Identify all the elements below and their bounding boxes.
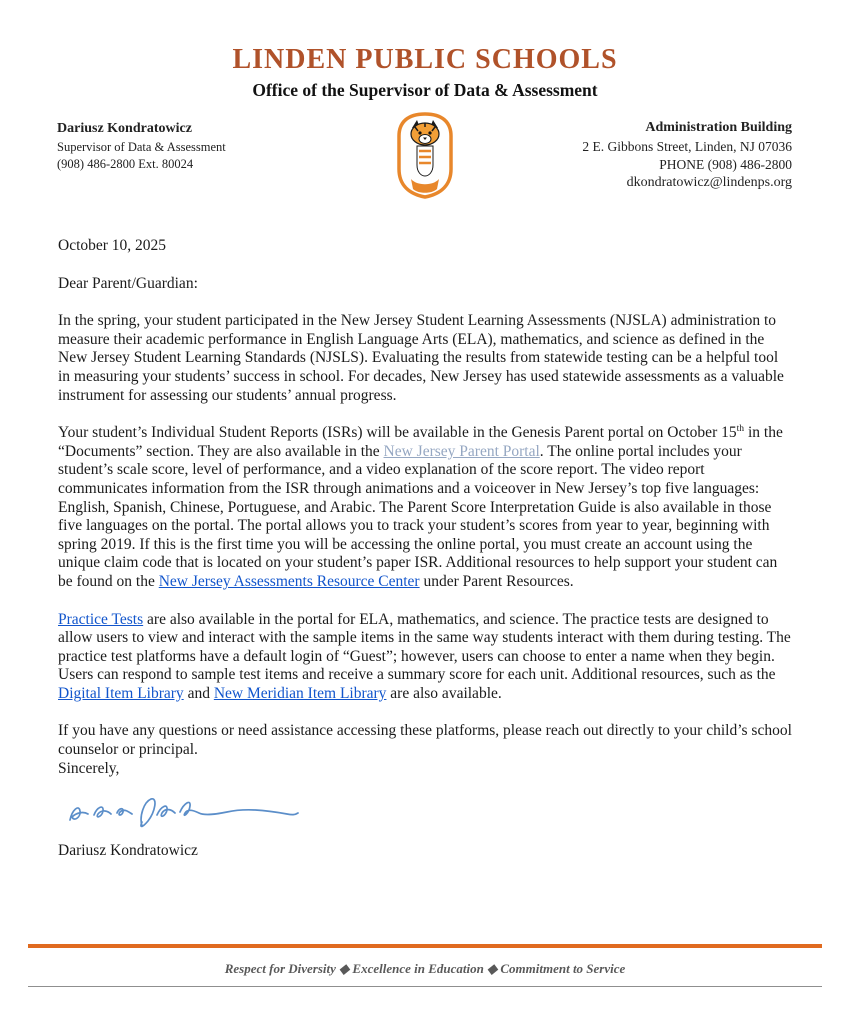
sender-block [57,119,226,174]
text-run: Your student’s Individual Student Reports (ISRs) will be available in the Genesis Parent portal on October 15 [58,424,737,442]
sincerely-line: Sincerely, [58,759,120,777]
text-run: In the spring, your student participated in the New Jersey Student Learning Assessments (NJSLA) administration to measure their academic performance in English Language Arts (ELA), mathematics, and science as defined in the New Jersey Student Learning Standards (NJSLS). Evaluating the results from statewide testing can be a helpful tool in measuring your students’ success in school. For decades, New Jersey has used statewide assessments as a valuable instrument for assessing our students’ annual progress. [58,312,784,404]
signer-name: Dariusz Kondratowicz [58,842,198,860]
handwritten-signature-icon [62,788,302,840]
link-new-meridian-item-library[interactable]: New Meridian Item Library [213,684,387,702]
admin-building: Administration Building [645,120,792,135]
office-title: Office of the Supervisor of Data & Assessment [252,80,598,100]
admin-email: dkondratowicz@lindenps.org [626,175,792,191]
text-run: If you have any questions or need assistance accessing these platforms, please reach out directly to your child’s school counselor or principal. [58,722,792,759]
letter-body [58,237,792,861]
text-run: are also available. [386,684,502,702]
link-new-jersey-parent-portal[interactable]: New Jersey Parent Portal [383,442,540,460]
school-name: LINDEN PUBLIC SCHOOLS [232,44,618,75]
signature-image [62,788,302,840]
text-run: are also available in the portal for ELA, mathematics, and science. The practice tests are designed to allow users to view and interact with the sample items in the same way students interact with them during testing. The practice test platforms have a default login of “Guest”; however, users can choose to enter a name when they begin. Users can respond to sample test items and receive a summary score for each unit. Additional resources, such as the [58,610,791,684]
school-logo [389,111,461,201]
text-run: in the “Documents” section. They are also available in the [58,424,783,460]
ordinal-superscript: th [736,423,745,434]
tiger-emblem-icon [389,111,461,201]
admin-phone: PHONE (908) 486-2800 [659,157,792,173]
date-line: October 10, 2025 [58,237,167,254]
paragraph-2 [58,424,792,591]
footer-bottom-rule [28,986,822,987]
paragraph-3 [58,611,792,704]
footer-rule [28,944,822,948]
contact-row [57,119,792,205]
paragraph-4 [58,722,792,759]
link-digital-item-library[interactable]: Digital Item Library [58,684,184,702]
sender-title: Supervisor of Data & Assessment [57,139,226,154]
footer-motto: Respect for Diversity ◆ Excellence in Education ◆ Commitment to Service [224,961,626,976]
letterhead [0,44,850,205]
admin-block [582,119,792,193]
link-nj-assessments-resource-center[interactable]: New Jersey Assessments Resource Center [158,572,420,590]
text-run: and [183,684,214,702]
paragraph-1 [58,312,792,405]
text-run: . The online portal includes your student’s scale score, level of performance, and a video explanation of the score report. The video report communicates information from the ISR through animations and a voiceover in New Jersey’s top five languages: English, Spanish, Chinese, Portuguese, and Arabic. The Parent Score Interpretation Guide is also available in those five languages on the portal. The portal allows you to track your student’s scores from year to year, beginning with spring 2019. If this is the first time you will be accessing the online portal, you must create an account using the unique claim code that is located on your student’s paper ISR. Additional resources to help support your student can be found on the [58,442,778,590]
page-footer [28,944,822,987]
sender-phone: (908) 486-2800 Ext. 80024 [57,157,194,172]
admin-address: 2 E. Gibbons Street, Linden, NJ 07036 [582,138,792,154]
text-run: under Parent Resources. [419,572,574,590]
link-practice-tests[interactable]: Practice Tests [58,610,144,628]
sender-name: Dariusz Kondratowicz [57,121,192,136]
salutation: Dear Parent/Guardian: [58,274,198,292]
